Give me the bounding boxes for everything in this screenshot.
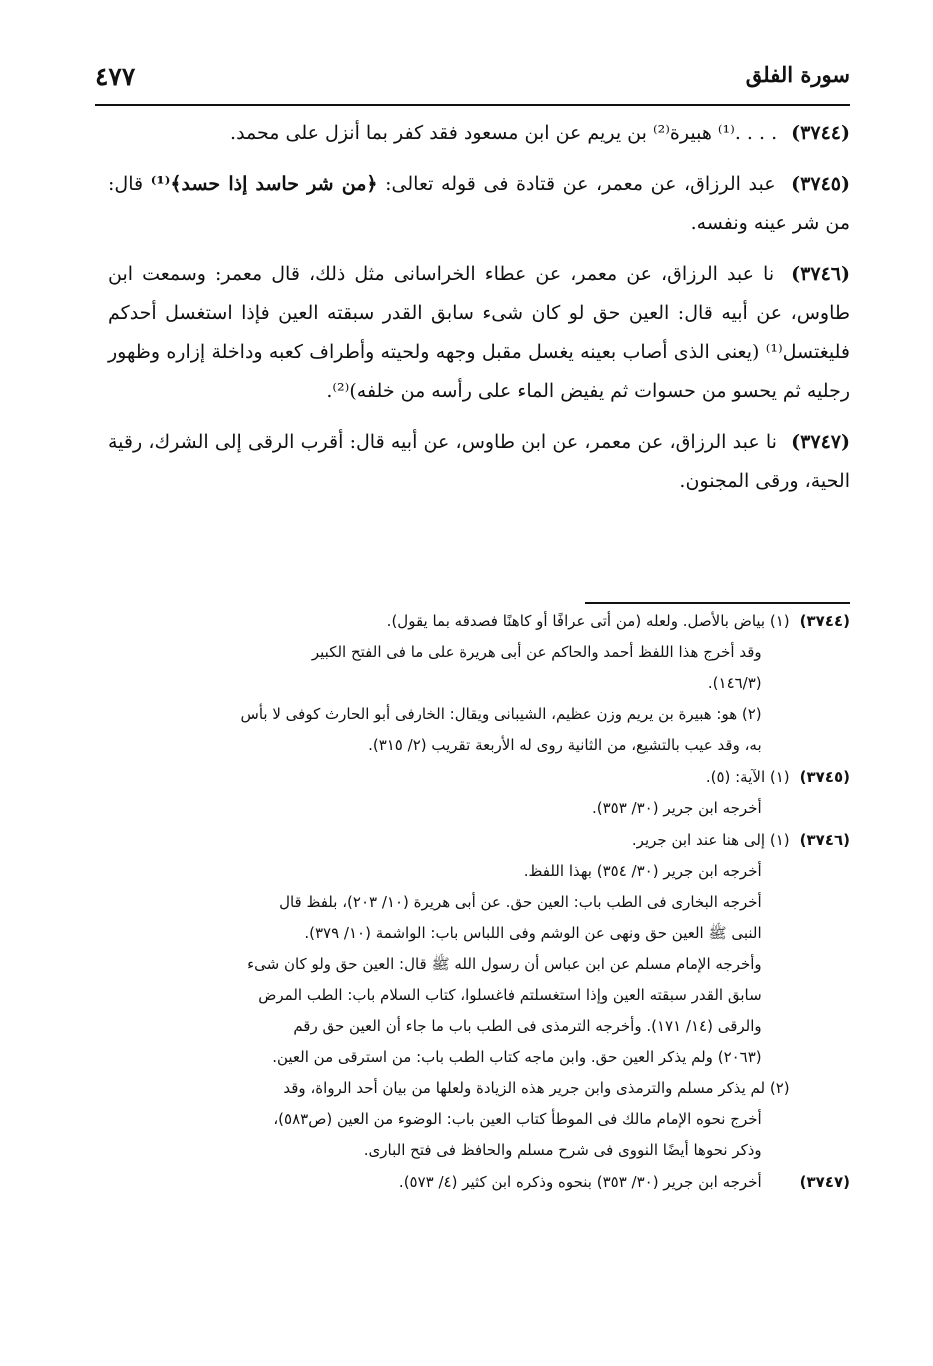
page-number: ٤٧٧ <box>95 62 136 91</box>
footnote-line: (٢) لم يذكر مسلم والترمذى وابن جرير هذه الزيادة ولعلها من بيان أحد الرواة، وقد <box>283 1079 790 1097</box>
entry-text: نا عبد الرزاق، عن معمر، عن عطاء الخراسانى مثل ذلك، قال معمر: وسمعت ابن طاوس، عن أبيه قال: العين حق لو كان شىء سابق القدر سبقته العين فإذا استغسل أحدكم فليغتسل⁽¹⁾ (يعنى الذى أصاب بعينه يغسل مقبل وجهه ولحيته وأطراف كعبه وداخلة إزاره وظهور رجليه ثم يحسو من حسوات ثم يفيض الماء على رأسه من خلفه)⁽²⁾. <box>108 263 850 402</box>
entry-text-cont: قال: من شر عينه ونفسه. <box>108 173 850 234</box>
entry-3747 <box>108 423 850 501</box>
page-header <box>95 60 850 106</box>
footnote-group-3746 <box>108 825 850 1166</box>
footnote-line: به، وقد عيب بالتشيع، من الثانية روى له الأربعة تقريب (٢/ ٣١٥). <box>368 736 762 754</box>
footnote-line: أخرج نحوه الإمام مالك فى الموطأ كتاب العين باب: الوضوء من العين (ص٥٨٣)، <box>273 1110 762 1128</box>
footnote-line: أخرجه البخارى فى الطب باب: العين حق. عن أبى هريرة (١٠/ ٢٠٣)، بلفظ قال <box>279 893 762 911</box>
sura-title: سورة الفلق <box>745 62 850 87</box>
footnote-ref: (٣٧٤٧) <box>799 1173 850 1191</box>
footnotes <box>108 606 850 1199</box>
entry-3746 <box>108 255 850 411</box>
entry-text: . . . .⁽¹⁾ هبيرة⁽²⁾ بن يريم عن ابن مسعود فقد كفر بما أنزل على محمد. <box>230 122 778 144</box>
entry-3745 <box>108 165 850 243</box>
footnote-line: وذكر نحوها أيضًا النووى فى شرح مسلم والحافظ فى فتح البارى. <box>363 1141 762 1159</box>
quran-quote: ﴿من شر حاسد إذا حسد﴾⁽¹⁾ <box>150 173 378 195</box>
footnote-line: (٢) هو: هبيرة بن يريم وزن عظيم، الشيبانى ويقال: الخارفى أبو الحارث كوفى لا بأس <box>240 705 762 723</box>
entry-text: عبد الرزاق، عن معمر، عن قتادة فى قوله تعالى: <box>385 173 776 195</box>
header-rule <box>95 104 850 106</box>
entry-3744 <box>108 114 850 153</box>
footnote-ref: (٣٧٤٥) <box>799 768 850 786</box>
footnote-line: أخرجه ابن جرير (٣٠/ ٣٥٣) بنحوه وذكره ابن كثير (٤/ ٥٧٣). <box>398 1173 762 1191</box>
entry-number: (٣٧٤٦) <box>791 263 850 285</box>
footnote-group-3744 <box>108 606 850 761</box>
footnote-line: وقد أخرج هذا اللفظ أحمد والحاكم عن أبى هريرة على ما فى الفتح الكبير <box>311 643 762 661</box>
entry-number: (٣٧٤٤) <box>791 122 850 144</box>
entry-text: نا عبد الرزاق، عن معمر، عن ابن طاوس، عن أبيه قال: أقرب الرقى إلى الشرك، رقية الحية، ورقى المجنون. <box>108 431 850 492</box>
footnote-line: (١٤٦/٣). <box>707 674 762 692</box>
footnote-line: (١) الآية: (٥). <box>705 768 790 786</box>
footnote-line: (١) إلى هنا عند ابن جرير. <box>631 831 790 849</box>
footnote-group-3745 <box>108 762 850 824</box>
footnote-line: وأخرجه الإمام مسلم عن ابن عباس أن رسول الله ﷺ قال: العين حق ولو كان شىء <box>247 955 762 973</box>
footnote-line: أخرجه ابن جرير (٣٠/ ٣٥٣). <box>591 799 762 817</box>
footnote-ref: (٣٧٤٤) <box>799 612 850 630</box>
footnote-line: أخرجه ابن جرير (٣٠/ ٣٥٤) بهذا اللفظ. <box>523 862 762 880</box>
footnote-line: سابق القدر سبقته العين وإذا استغسلتم فاغسلوا، كتاب السلام باب: الطب المرض <box>258 986 762 1004</box>
footnote-line: والرقى (١٤/ ١٧١). وأخرجه الترمذى فى الطب باب ما جاء أن العين حق رقم <box>293 1017 762 1035</box>
footnote-rule <box>585 602 850 604</box>
footnote-ref: (٣٧٤٦) <box>799 831 850 849</box>
footnote-group-3747 <box>108 1167 850 1198</box>
main-text <box>108 114 850 513</box>
entry-number: (٣٧٤٥) <box>791 173 850 195</box>
entry-number: (٣٧٤٧) <box>791 431 850 453</box>
footnote-line: النبى ﷺ العين حق ونهى عن الوشم وفى اللباس باب: الواشمة (١٠/ ٣٧٩). <box>304 924 762 942</box>
footnote-line: (١) بياض بالأصل. ولعله (من أتى عرافًا أو كاهنًا فصدقه بما يقول). <box>386 612 790 630</box>
footnote-line: (٢٠٦٣) ولم يذكر العين حق. وابن ماجه كتاب الطب باب: من استرقى من العين. <box>272 1048 762 1066</box>
